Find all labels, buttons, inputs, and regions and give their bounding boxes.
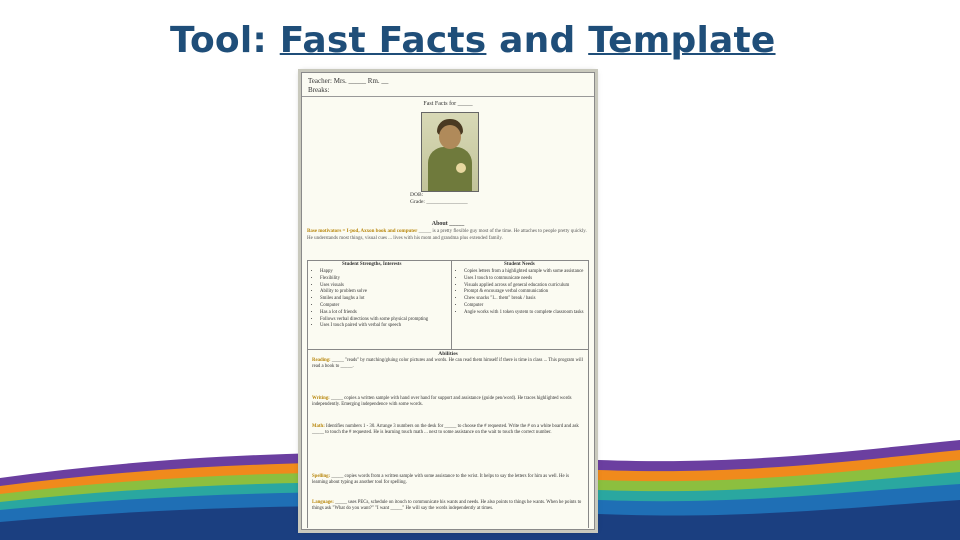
abilities-heading: Abilities xyxy=(438,351,458,357)
title-prefix: Tool: xyxy=(170,20,280,61)
strength-item: • Uses I touch paired with verbal for speech xyxy=(320,323,450,330)
strength-item: • Ability to problem solve xyxy=(320,289,450,296)
strength-item: • Has a lot of friends xyxy=(320,310,450,317)
about-heading: About _____ xyxy=(431,221,465,227)
ability-label: Writing: xyxy=(312,396,330,401)
ability-label: Language: xyxy=(312,500,334,505)
ability-language xyxy=(312,500,584,513)
teacher-line: Teacher: Mrs. _____ Rm. __ xyxy=(308,77,389,85)
abilities-section xyxy=(307,349,589,528)
ability-label: Math: xyxy=(312,424,325,429)
strength-item: • Computer xyxy=(320,303,450,310)
ability-math xyxy=(312,424,584,437)
need-item: • Visuals applied across of general education curriculum xyxy=(464,283,592,290)
fast-facts-link[interactable]: Fast Facts xyxy=(279,20,487,61)
template-link[interactable]: Template xyxy=(588,20,776,61)
grade-label: Grade: _______________ xyxy=(410,199,468,205)
fast-facts-heading: Fast Facts for _____ xyxy=(423,101,473,107)
strengths-needs-table xyxy=(307,260,589,350)
ability-label: Spelling: xyxy=(312,474,331,479)
ability-label: Reading: xyxy=(312,358,331,363)
about-motivators: Base motivators = I-pod, Axxon book and computer xyxy=(307,229,418,234)
ability-text: Identifies numbers 1 - 30. Arrange 3 numbers on the desk for _____ to choose the # requested. Write the # on a white board and ask _____ to touch the # requested. He is learning touch math ... next to some assistance on the wait to touch the correct number. xyxy=(312,424,579,436)
strengths-heading: Student Strengths, Interests xyxy=(342,262,402,267)
ability-spelling xyxy=(312,474,584,487)
doc-header xyxy=(308,77,388,95)
strength-item: • Uses visuals xyxy=(320,283,450,290)
breaks-line: Breaks: xyxy=(308,86,330,94)
strengths-list xyxy=(310,269,450,330)
student-photo xyxy=(421,112,479,192)
photo-flower-shape xyxy=(456,163,466,173)
need-item: • Copies letters from a highlighted sample with some assistance xyxy=(464,269,592,276)
need-item: • Computer xyxy=(464,303,592,310)
strength-item: • Happy xyxy=(320,269,450,276)
needs-heading: Student Needs xyxy=(504,262,535,267)
needs-list xyxy=(454,269,592,317)
fast-facts-document xyxy=(301,72,595,530)
dob-grade-block xyxy=(410,192,468,206)
strength-item: • Smiles and laughs a lot xyxy=(320,296,450,303)
slide-title xyxy=(170,20,776,61)
need-item: • Chew snacks "I... them" break / basis xyxy=(464,296,592,303)
ability-text: _____ uses PECs, schedule on itouch to communicate his wants and needs. He also points to things he wants. When he points to things ask "What do you want?" "I want _____" He will say the words independently at times. xyxy=(312,500,582,512)
ability-text: _____ copies a written sample with hand over hand for support and assistance (guide pen/word). He traces highlighted words independently. Emerging independence with some words. xyxy=(312,396,572,408)
need-item: • Prompt & encourage verbal communication xyxy=(464,289,592,296)
photo-face-shape xyxy=(439,125,461,149)
strength-item: • Flexibility xyxy=(320,276,450,283)
header-divider xyxy=(302,96,594,97)
ability-writing xyxy=(312,396,584,409)
need-item: • Uses I touch to communicate needs xyxy=(464,276,592,283)
about-paragraph xyxy=(307,229,589,242)
title-middle: and xyxy=(486,20,589,61)
dob-label: DOB: xyxy=(410,192,424,198)
ability-text: _____ "reads" by matching/gluing color pictures and words. He can read them himself if there is time in class ... This program will read a book to _____. xyxy=(312,358,583,370)
strength-item: • Follows verbal directions with some physical prompting xyxy=(320,317,450,324)
need-item: • Angle works with 1 token system to complete classroom tasks xyxy=(464,310,592,317)
ability-reading xyxy=(312,358,584,371)
ability-text: _____ copies words from a written sample with some assistance to the wrist. It helps to say the letters for him as well. He is learning about typing as another tool for spelling. xyxy=(312,474,570,486)
table-divider xyxy=(451,261,452,349)
about-text: _____ is a pretty flexible guy most of the time. He attaches to people pretty quickly. He understands most things, visual cues ... lives with his mom and grandma plus extended family. xyxy=(307,229,587,241)
